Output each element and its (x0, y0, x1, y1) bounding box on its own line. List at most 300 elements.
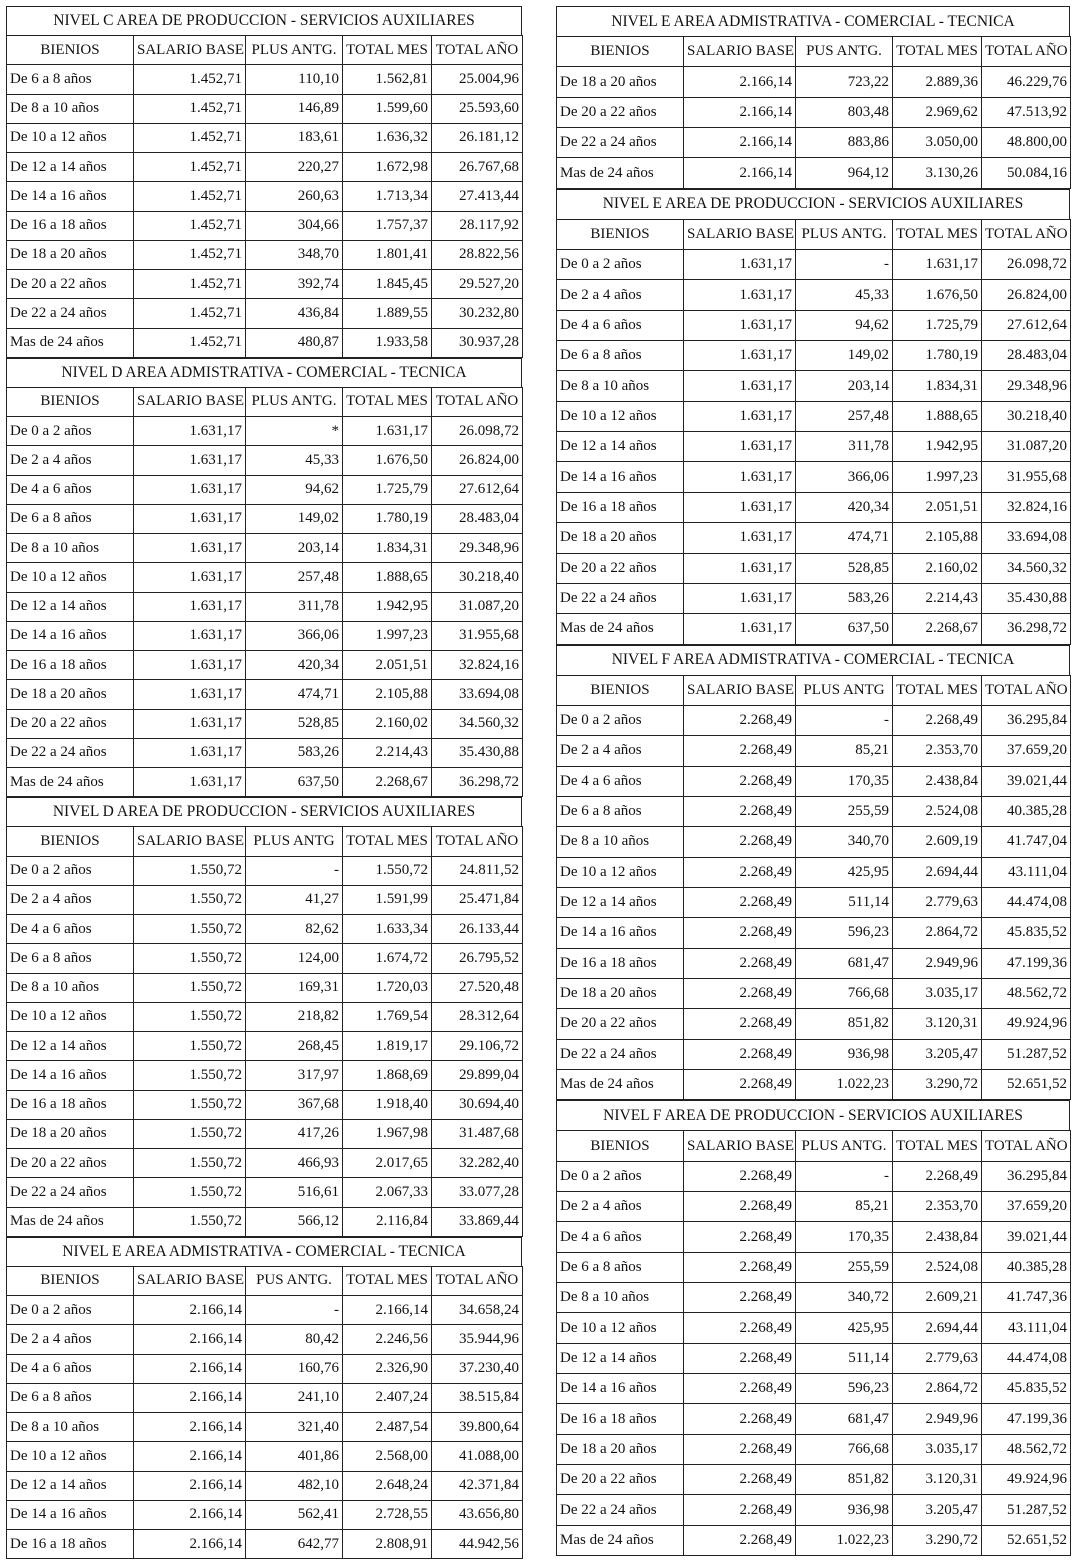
table-cell: 1.452,71 (134, 153, 246, 182)
table-cell: 33.077,28 (432, 1178, 523, 1207)
table-cell: 803,48 (796, 97, 893, 127)
column-header: PLUS ANTG. (796, 1131, 893, 1161)
table-cell: 257,48 (796, 401, 893, 431)
table-cell: 2.268,49 (684, 1039, 796, 1069)
table-cell: 420,34 (246, 651, 343, 680)
bienio-label: De 0 a 2 años (7, 417, 134, 446)
bienio-label: De 8 a 10 años (7, 973, 134, 1002)
table-cell: 47.513,92 (982, 97, 1071, 127)
table-cell: 1.819,17 (343, 1032, 432, 1061)
column-header: TOTAL MES (343, 36, 432, 65)
table-row (7, 1413, 523, 1442)
bienio-label: Mas de 24 años (557, 1070, 684, 1100)
table-cell: 2.166,14 (134, 1383, 246, 1412)
salary-table-section (6, 6, 522, 358)
table-cell: 1.942,95 (893, 432, 982, 462)
table-cell: 34.560,32 (982, 553, 1071, 583)
bienio-label: De 12 a 14 años (7, 1471, 134, 1500)
table-cell: 33.869,44 (432, 1207, 523, 1236)
table-cell: 203,14 (796, 371, 893, 401)
table-row (7, 1178, 523, 1207)
table-cell: 2.889,36 (893, 67, 982, 97)
table-cell: 1.868,69 (343, 1061, 432, 1090)
table-cell: 1.452,71 (134, 94, 246, 123)
bienio-label: De 14 a 16 años (7, 182, 134, 211)
table-row (7, 592, 523, 621)
table-cell: 2.214,43 (343, 738, 432, 767)
column-header: BIENIOS (557, 219, 684, 249)
table-cell: 2.246,56 (343, 1325, 432, 1354)
table-cell: 29.106,72 (432, 1032, 523, 1061)
table-cell: 2.268,49 (684, 766, 796, 796)
table-cell: 311,78 (246, 592, 343, 621)
table-cell: 883,86 (796, 128, 893, 158)
bienio-label: De 6 a 8 años (557, 796, 684, 826)
bienio-label: De 2 a 4 años (557, 736, 684, 766)
bienio-label: De 16 a 18 años (557, 948, 684, 978)
table-cell: 1.562,81 (343, 65, 432, 94)
table-cell: 1.022,23 (796, 1525, 893, 1555)
bienio-label: De 4 a 6 años (7, 915, 134, 944)
table-cell: 2.166,14 (684, 158, 796, 188)
table-row (7, 1002, 523, 1031)
column-header: TOTAL MES (893, 37, 982, 67)
table-cell: 2.166,14 (134, 1442, 246, 1471)
table-cell: 2.067,33 (343, 1178, 432, 1207)
bienio-label: De 4 a 6 años (7, 1354, 134, 1383)
table-cell: 2.407,24 (343, 1383, 432, 1412)
bienio-label: De 22 a 24 años (557, 583, 684, 613)
column-header: PLUS ANTG. (246, 36, 343, 65)
table-cell: 2.268,49 (684, 948, 796, 978)
table-row (7, 709, 523, 738)
salary-table-section (556, 189, 1070, 645)
table-row (557, 280, 1071, 310)
table-cell: 2.268,49 (684, 1192, 796, 1222)
table-header-row (557, 675, 1071, 705)
table-row (7, 534, 523, 563)
table-row (557, 1313, 1071, 1343)
table-cell: 1.888,65 (343, 563, 432, 592)
table-row (7, 1061, 523, 1090)
table-cell: 2.864,72 (893, 918, 982, 948)
table-cell: 2.166,14 (343, 1296, 432, 1325)
table-cell: 25.004,96 (432, 65, 523, 94)
table-cell: 32.824,16 (432, 651, 523, 680)
table-row (7, 475, 523, 504)
table-row (7, 94, 523, 123)
table-cell: 1.452,71 (134, 328, 246, 357)
column-header: TOTAL AÑO (432, 1266, 523, 1295)
table-cell: 1.631,17 (684, 310, 796, 340)
table-row (7, 446, 523, 475)
table-cell: 1.631,17 (684, 462, 796, 492)
left-column (6, 6, 522, 1559)
table-cell: 45,33 (246, 446, 343, 475)
table-row (557, 1495, 1071, 1525)
table-row (7, 270, 523, 299)
bienio-label: De 16 a 18 años (557, 1404, 684, 1434)
bienio-label: De 0 a 2 años (557, 705, 684, 735)
bienio-label: De 16 a 18 años (557, 492, 684, 522)
table-cell: 31.087,20 (982, 432, 1071, 462)
table-cell: 1.631,17 (684, 432, 796, 462)
table-cell: 29.348,96 (982, 371, 1071, 401)
table-cell: 2.166,14 (134, 1500, 246, 1529)
table-cell: 2.017,65 (343, 1149, 432, 1178)
bienio-label: Mas de 24 años (7, 328, 134, 357)
table-cell: 1.631,17 (684, 614, 796, 644)
column-header: TOTAL AÑO (432, 387, 523, 416)
bienio-label: De 0 a 2 años (557, 1161, 684, 1191)
table-cell: 3.290,72 (893, 1525, 982, 1555)
table-cell: 33.694,08 (982, 523, 1071, 553)
bienio-label: De 6 a 8 años (557, 1252, 684, 1282)
table-cell: 2.353,70 (893, 736, 982, 766)
table-cell: 583,26 (246, 738, 343, 767)
table-row (7, 738, 523, 767)
table-cell: 2.268,49 (684, 1313, 796, 1343)
table-row (7, 973, 523, 1002)
table-cell: 1.713,34 (343, 182, 432, 211)
table-cell: 1.452,71 (134, 182, 246, 211)
bienio-label: De 20 a 22 años (557, 553, 684, 583)
column-header: SALARIO BASE (134, 387, 246, 416)
table-cell: 340,70 (796, 827, 893, 857)
table-cell: 474,71 (246, 680, 343, 709)
table-cell: 474,71 (796, 523, 893, 553)
column-header: PUS ANTG. (246, 1266, 343, 1295)
bienio-label: De 18 a 20 años (557, 978, 684, 1008)
table-cell: 2.268,67 (343, 768, 432, 797)
bienio-label: De 10 a 12 años (557, 401, 684, 431)
table-cell: 2.166,14 (134, 1296, 246, 1325)
salary-table (556, 219, 1071, 645)
salary-table-section (6, 797, 522, 1237)
table-cell: 2.438,84 (893, 766, 982, 796)
table-cell: 1.452,71 (134, 65, 246, 94)
table-cell: 170,35 (796, 1222, 893, 1252)
bienio-label: De 20 a 22 años (557, 1009, 684, 1039)
bienio-label: De 4 a 6 años (557, 766, 684, 796)
table-cell: 1.631,17 (134, 417, 246, 446)
table-cell: 562,41 (246, 1500, 343, 1529)
table-cell: 183,61 (246, 123, 343, 152)
table-cell: 1.997,23 (893, 462, 982, 492)
bienio-label: De 12 a 14 años (557, 432, 684, 462)
table-cell: 583,26 (796, 583, 893, 613)
bienio-label: De 20 a 22 años (7, 1149, 134, 1178)
table-cell: 2.268,49 (893, 1161, 982, 1191)
bienio-label: De 8 a 10 años (557, 371, 684, 401)
table-cell: 51.287,52 (982, 1039, 1071, 1069)
column-header: TOTAL MES (893, 1131, 982, 1161)
bienio-label: De 8 a 10 años (557, 827, 684, 857)
table-cell: 43.111,04 (982, 1313, 1071, 1343)
table-cell: 1.631,17 (134, 534, 246, 563)
table-cell: 1.550,72 (343, 856, 432, 885)
salary-table (556, 1130, 1071, 1556)
table-cell: 29.899,04 (432, 1061, 523, 1090)
table-cell: 37.659,20 (982, 736, 1071, 766)
table-cell: 1.889,55 (343, 299, 432, 328)
table-title: NIVEL C AREA DE PRODUCCION - SERVICIOS AUXILIARES (6, 6, 522, 35)
table-cell: 2.105,88 (343, 680, 432, 709)
column-header: BIENIOS (7, 827, 134, 856)
bienio-label: De 20 a 22 años (7, 709, 134, 738)
bienio-label: De 2 a 4 años (557, 1192, 684, 1222)
table-cell: 436,84 (246, 299, 343, 328)
table-cell: 3.035,17 (893, 1434, 982, 1464)
table-row (557, 736, 1071, 766)
table-cell: 2.779,63 (893, 887, 982, 917)
bienio-label: De 6 a 8 años (7, 504, 134, 533)
bienio-label: De 22 a 24 años (557, 1039, 684, 1069)
column-header: PLUS ANTG. (796, 219, 893, 249)
table-row (557, 492, 1071, 522)
table-cell: 1.550,72 (134, 1002, 246, 1031)
table-cell: 851,82 (796, 1465, 893, 1495)
table-header-row (557, 37, 1071, 67)
table-row (7, 1032, 523, 1061)
table-cell: 44.474,08 (982, 887, 1071, 917)
table-cell: 1.631,17 (134, 738, 246, 767)
bienio-label: De 12 a 14 años (7, 1032, 134, 1061)
bienio-label: De 12 a 14 años (557, 887, 684, 917)
table-cell: 511,14 (796, 1343, 893, 1373)
table-cell: 27.612,64 (982, 310, 1071, 340)
table-cell: 2.166,14 (134, 1471, 246, 1500)
table-row (557, 523, 1071, 553)
table-cell: 39.021,44 (982, 1222, 1071, 1252)
table-row (7, 65, 523, 94)
column-header: BIENIOS (557, 1131, 684, 1161)
table-cell: 2.568,00 (343, 1442, 432, 1471)
table-cell: 2.268,49 (684, 705, 796, 735)
bienio-label: De 10 a 12 años (7, 563, 134, 592)
table-cell: 2.268,49 (684, 1161, 796, 1191)
table-cell: - (796, 705, 893, 735)
bienio-label: De 0 a 2 años (7, 1296, 134, 1325)
bienio-label: De 8 a 10 años (557, 1283, 684, 1313)
table-cell: 124,00 (246, 944, 343, 973)
table-cell: 1.633,34 (343, 915, 432, 944)
table-cell: 2.694,44 (893, 857, 982, 887)
table-cell: 169,31 (246, 973, 343, 1002)
table-row (7, 621, 523, 650)
bienio-label: De 2 a 4 años (7, 885, 134, 914)
bienio-label: De 2 a 4 años (557, 280, 684, 310)
table-cell: 36.295,84 (982, 705, 1071, 735)
bienio-label: De 2 a 4 años (7, 1325, 134, 1354)
column-header: BIENIOS (557, 675, 684, 705)
table-row (557, 1283, 1071, 1313)
table-cell: 1.631,17 (684, 523, 796, 553)
table-cell: 43.111,04 (982, 857, 1071, 887)
table-cell: 366,06 (246, 621, 343, 650)
column-header: SALARIO BASE (134, 1266, 246, 1295)
bienio-label: De 6 a 8 años (7, 65, 134, 94)
table-cell: 30.218,40 (982, 401, 1071, 431)
table-row (7, 1149, 523, 1178)
table-cell: 2.438,84 (893, 1222, 982, 1252)
table-cell: 2.166,14 (134, 1413, 246, 1442)
table-cell: 26.181,12 (432, 123, 523, 152)
table-cell: 2.326,90 (343, 1354, 432, 1383)
bienio-label: De 22 a 24 años (7, 1178, 134, 1207)
table-cell: 45.835,52 (982, 1374, 1071, 1404)
table-cell: 766,68 (796, 1434, 893, 1464)
bienio-label: De 0 a 2 años (557, 250, 684, 280)
table-cell: 1.452,71 (134, 270, 246, 299)
column-header: SALARIO BASE (684, 1131, 796, 1161)
table-cell: 2.648,24 (343, 1471, 432, 1500)
table-cell: 1.631,17 (343, 417, 432, 446)
table-cell: 1.672,98 (343, 153, 432, 182)
table-cell: 2.268,49 (684, 1495, 796, 1525)
table-cell: 340,72 (796, 1283, 893, 1313)
table-cell: 26.824,00 (982, 280, 1071, 310)
table-cell: 2.268,49 (684, 1222, 796, 1252)
table-cell: 392,74 (246, 270, 343, 299)
table-cell: 2.487,54 (343, 1413, 432, 1442)
table-row (557, 401, 1071, 431)
table-cell: 1.550,72 (134, 856, 246, 885)
table-cell: 596,23 (796, 918, 893, 948)
column-header: TOTAL AÑO (432, 827, 523, 856)
table-row (557, 1222, 1071, 1252)
table-cell: 110,10 (246, 65, 343, 94)
table-cell: 367,68 (246, 1090, 343, 1119)
table-cell: - (246, 1296, 343, 1325)
table-cell: 851,82 (796, 1009, 893, 1039)
table-cell: 1.452,71 (134, 123, 246, 152)
table-cell: 417,26 (246, 1119, 343, 1148)
column-header: TOTAL MES (343, 387, 432, 416)
table-cell: 26.098,72 (982, 250, 1071, 280)
table-cell: 2.268,49 (684, 1434, 796, 1464)
table-cell: 1.636,32 (343, 123, 432, 152)
table-row (557, 978, 1071, 1008)
table-cell: 1.631,17 (684, 341, 796, 371)
salary-table-section (6, 1237, 522, 1560)
table-cell: 1.933,58 (343, 328, 432, 357)
table-title: NIVEL E AREA ADMISTRATIVA - COMERCIAL - TECNICA (556, 6, 1070, 36)
table-row (557, 1525, 1071, 1555)
table-cell: 44.474,08 (982, 1343, 1071, 1373)
table-row (7, 328, 523, 357)
table-cell: 2.268,49 (684, 1343, 796, 1373)
table-cell: 936,98 (796, 1495, 893, 1525)
table-cell: 241,10 (246, 1383, 343, 1412)
bienio-label: De 14 a 16 años (557, 918, 684, 948)
table-cell: 31.087,20 (432, 592, 523, 621)
table-row (7, 153, 523, 182)
table-row (557, 462, 1071, 492)
bienio-label: De 18 a 20 años (557, 67, 684, 97)
table-row (7, 680, 523, 709)
bienio-label: De 8 a 10 años (7, 534, 134, 563)
table-cell: 2.524,08 (893, 796, 982, 826)
table-cell: 2.353,70 (893, 1192, 982, 1222)
table-cell: 2.268,49 (684, 1465, 796, 1495)
table-cell: 26.098,72 (432, 417, 523, 446)
table-cell: 3.120,31 (893, 1009, 982, 1039)
table-cell: 25.471,84 (432, 885, 523, 914)
table-cell: 27.520,48 (432, 973, 523, 1002)
table-cell: 2.160,02 (343, 709, 432, 738)
table-row (7, 563, 523, 592)
table-row (557, 1434, 1071, 1464)
table-row (7, 211, 523, 240)
table-cell: 1.888,65 (893, 401, 982, 431)
table-cell: 49.924,96 (982, 1009, 1071, 1039)
bienio-label: De 22 a 24 años (7, 738, 134, 767)
table-cell: 31.955,68 (982, 462, 1071, 492)
bienio-label: De 12 a 14 años (557, 1343, 684, 1373)
table-cell: 1.834,31 (343, 534, 432, 563)
table-cell: 43.656,80 (432, 1500, 523, 1529)
column-header: BIENIOS (7, 387, 134, 416)
table-cell: 482,10 (246, 1471, 343, 1500)
table-cell: 2.609,21 (893, 1283, 982, 1313)
bienio-label: De 6 a 8 años (557, 341, 684, 371)
table-cell: 1.631,17 (684, 583, 796, 613)
table-cell: 28.312,64 (432, 1002, 523, 1031)
table-cell: 2.166,14 (134, 1530, 246, 1559)
table-cell: 52.651,52 (982, 1525, 1071, 1555)
salary-table (6, 1266, 523, 1560)
bienio-label: De 14 a 16 años (7, 1500, 134, 1529)
bienio-label: De 18 a 20 años (557, 1434, 684, 1464)
table-row (557, 948, 1071, 978)
table-row (7, 1383, 523, 1412)
table-cell: 723,22 (796, 67, 893, 97)
salary-table (6, 35, 523, 358)
bienio-label: De 10 a 12 años (557, 857, 684, 887)
table-cell: 2.160,02 (893, 553, 982, 583)
bienio-label: De 22 a 24 años (557, 128, 684, 158)
table-cell: 1.631,17 (134, 621, 246, 650)
table-cell: 1.725,79 (893, 310, 982, 340)
table-cell: 40.385,28 (982, 1252, 1071, 1282)
bienio-label: De 10 a 12 años (7, 123, 134, 152)
table-row (557, 1465, 1071, 1495)
bienio-label: De 18 a 20 años (7, 240, 134, 269)
table-row (7, 1354, 523, 1383)
table-cell: 1.631,17 (684, 250, 796, 280)
table-cell: 46.229,76 (982, 67, 1071, 97)
table-cell: 2.779,63 (893, 1343, 982, 1373)
table-cell: 36.298,72 (982, 614, 1071, 644)
table-cell: 26.133,44 (432, 915, 523, 944)
table-row (557, 1009, 1071, 1039)
table-row (7, 885, 523, 914)
table-row (7, 944, 523, 973)
table-title: NIVEL F AREA DE PRODUCCION - SERVICIOS AUXILIARES (556, 1100, 1070, 1130)
table-cell: 2.864,72 (893, 1374, 982, 1404)
table-cell: 47.199,36 (982, 1404, 1071, 1434)
table-cell: 48.800,00 (982, 128, 1071, 158)
table-row (7, 1119, 523, 1148)
table-cell: 1.550,72 (134, 915, 246, 944)
bienio-label: De 16 a 18 años (7, 1530, 134, 1559)
column-header: PLUS ANTG (246, 827, 343, 856)
table-cell: 2.166,14 (684, 97, 796, 127)
table-cell: 1.452,71 (134, 211, 246, 240)
bienio-label: De 20 a 22 años (557, 1465, 684, 1495)
table-row (7, 768, 523, 797)
